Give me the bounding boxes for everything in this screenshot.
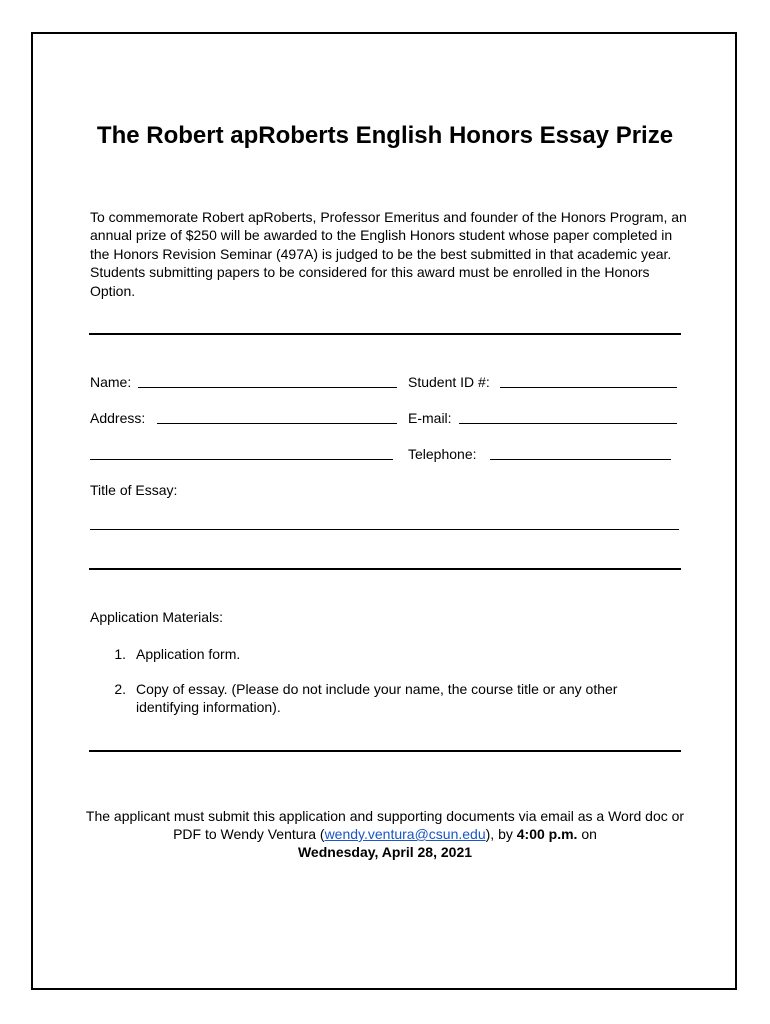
student-id-label: Student ID #:: [408, 374, 490, 390]
divider-bottom: [89, 750, 681, 752]
instructions-text: ), by: [485, 826, 517, 842]
email-field[interactable]: [459, 423, 677, 424]
telephone-label: Telephone:: [408, 446, 477, 462]
deadline-date: Wednesday, April 28, 2021: [297, 844, 473, 860]
divider-middle: [89, 568, 681, 570]
telephone-field[interactable]: [490, 459, 671, 460]
divider-top: [89, 333, 681, 335]
student-id-field[interactable]: [500, 387, 677, 388]
address-field[interactable]: [157, 423, 397, 424]
instructions-text: The applicant must submit this application and supporting documents via email as a Word doc or PDF to Wendy Ventura (: [85, 808, 685, 842]
address-line-2-field[interactable]: [90, 459, 393, 460]
page-title: The Robert apRoberts English Honors Essay Prize: [96, 122, 674, 149]
name-label: Name:: [90, 374, 132, 390]
essay-title-label: Title of Essay:: [90, 482, 178, 498]
materials-item-text: Application form.: [136, 646, 241, 662]
intro-paragraph: To commemorate Robert apRoberts, Professor Emeritus and founder of the Honors Program, an annual prize of $250 will be awarded to the English Honors student whose paper completed in the Honors Revision Seminar (497A) is judged to be the best submitted in that academic year. Students submitting papers to be considered for this award must be enrolled in the Honors Option.: [90, 209, 687, 299]
materials-item-text: Copy of essay. (Please do not include your name, the course title or any other identifying information).: [136, 681, 618, 715]
essay-title-field[interactable]: [90, 529, 679, 530]
materials-heading: Application Materials:: [90, 609, 224, 625]
contact-email-link[interactable]: wendy.ventura@csun.edu: [324, 826, 486, 842]
materials-item-number: 1.: [114, 646, 126, 662]
instructions-text: on: [577, 826, 597, 842]
name-field[interactable]: [138, 387, 397, 388]
email-label: E-mail:: [408, 410, 452, 426]
materials-item-number: 2.: [114, 681, 126, 697]
submission-instructions: [80, 807, 690, 861]
deadline-time: 4:00 p.m.: [516, 826, 578, 842]
address-label: Address:: [90, 410, 146, 426]
